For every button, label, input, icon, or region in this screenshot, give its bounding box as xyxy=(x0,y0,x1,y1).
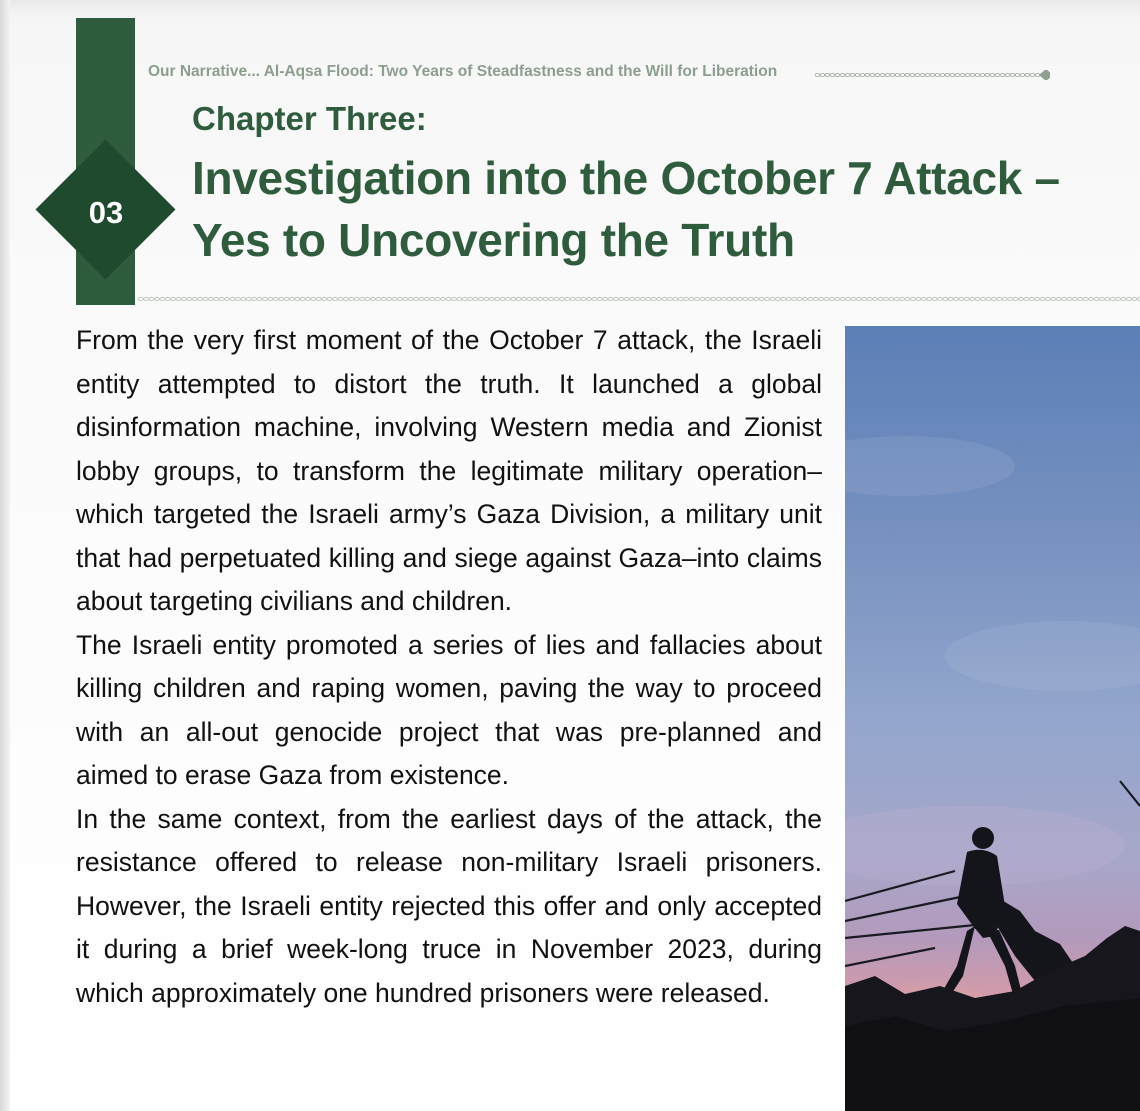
page-edge-shadow xyxy=(0,0,10,1111)
chapter-title: Investigation into the October 7 Attack – Yes to Uncovering the Truth xyxy=(192,152,1060,266)
paragraph-3: In the same context, from the earliest days of the attack, the resistance offered to release non-military Israeli prisoners. However, the Israeli entity rejected this offer and only accepted it during a brief week-long truce in November 2023, during which approximately one hundred prisoners were released. xyxy=(76,803,822,1008)
silhouette-photo xyxy=(845,326,1140,1111)
title-divider xyxy=(138,294,1140,304)
photo-image xyxy=(845,326,1140,1111)
chapter-number: 03 xyxy=(88,195,124,230)
paragraph-2: The Israeli entity promoted a series of lies and fallacies about killing children and raping women, paving the way to proceed with an all-out genocide project that was pre-planned and aimed to erase Gaza from existence. xyxy=(76,629,822,790)
chapter-label: Chapter Three: xyxy=(192,100,427,137)
header-decorative-line xyxy=(815,70,1050,80)
paragraph-1: From the very first moment of the October 7 attack, the Israeli entity attempted to distort the truth. It launched a global disinformation machine, involving Western media and Zionist lobby groups, to transform the legitimate military operation–which targeted the Israeli army’s Gaza Division, a military unit that had perpetuated killing and siege against Gaza–into claims about targeting civilians and children. xyxy=(76,325,822,616)
chapter-number-badge xyxy=(36,140,176,280)
running-header: Our Narrative... Al-Aqsa Flood: Two Years of Steadfastness and the Will for Liberation xyxy=(148,63,778,80)
body-text xyxy=(76,319,822,1015)
